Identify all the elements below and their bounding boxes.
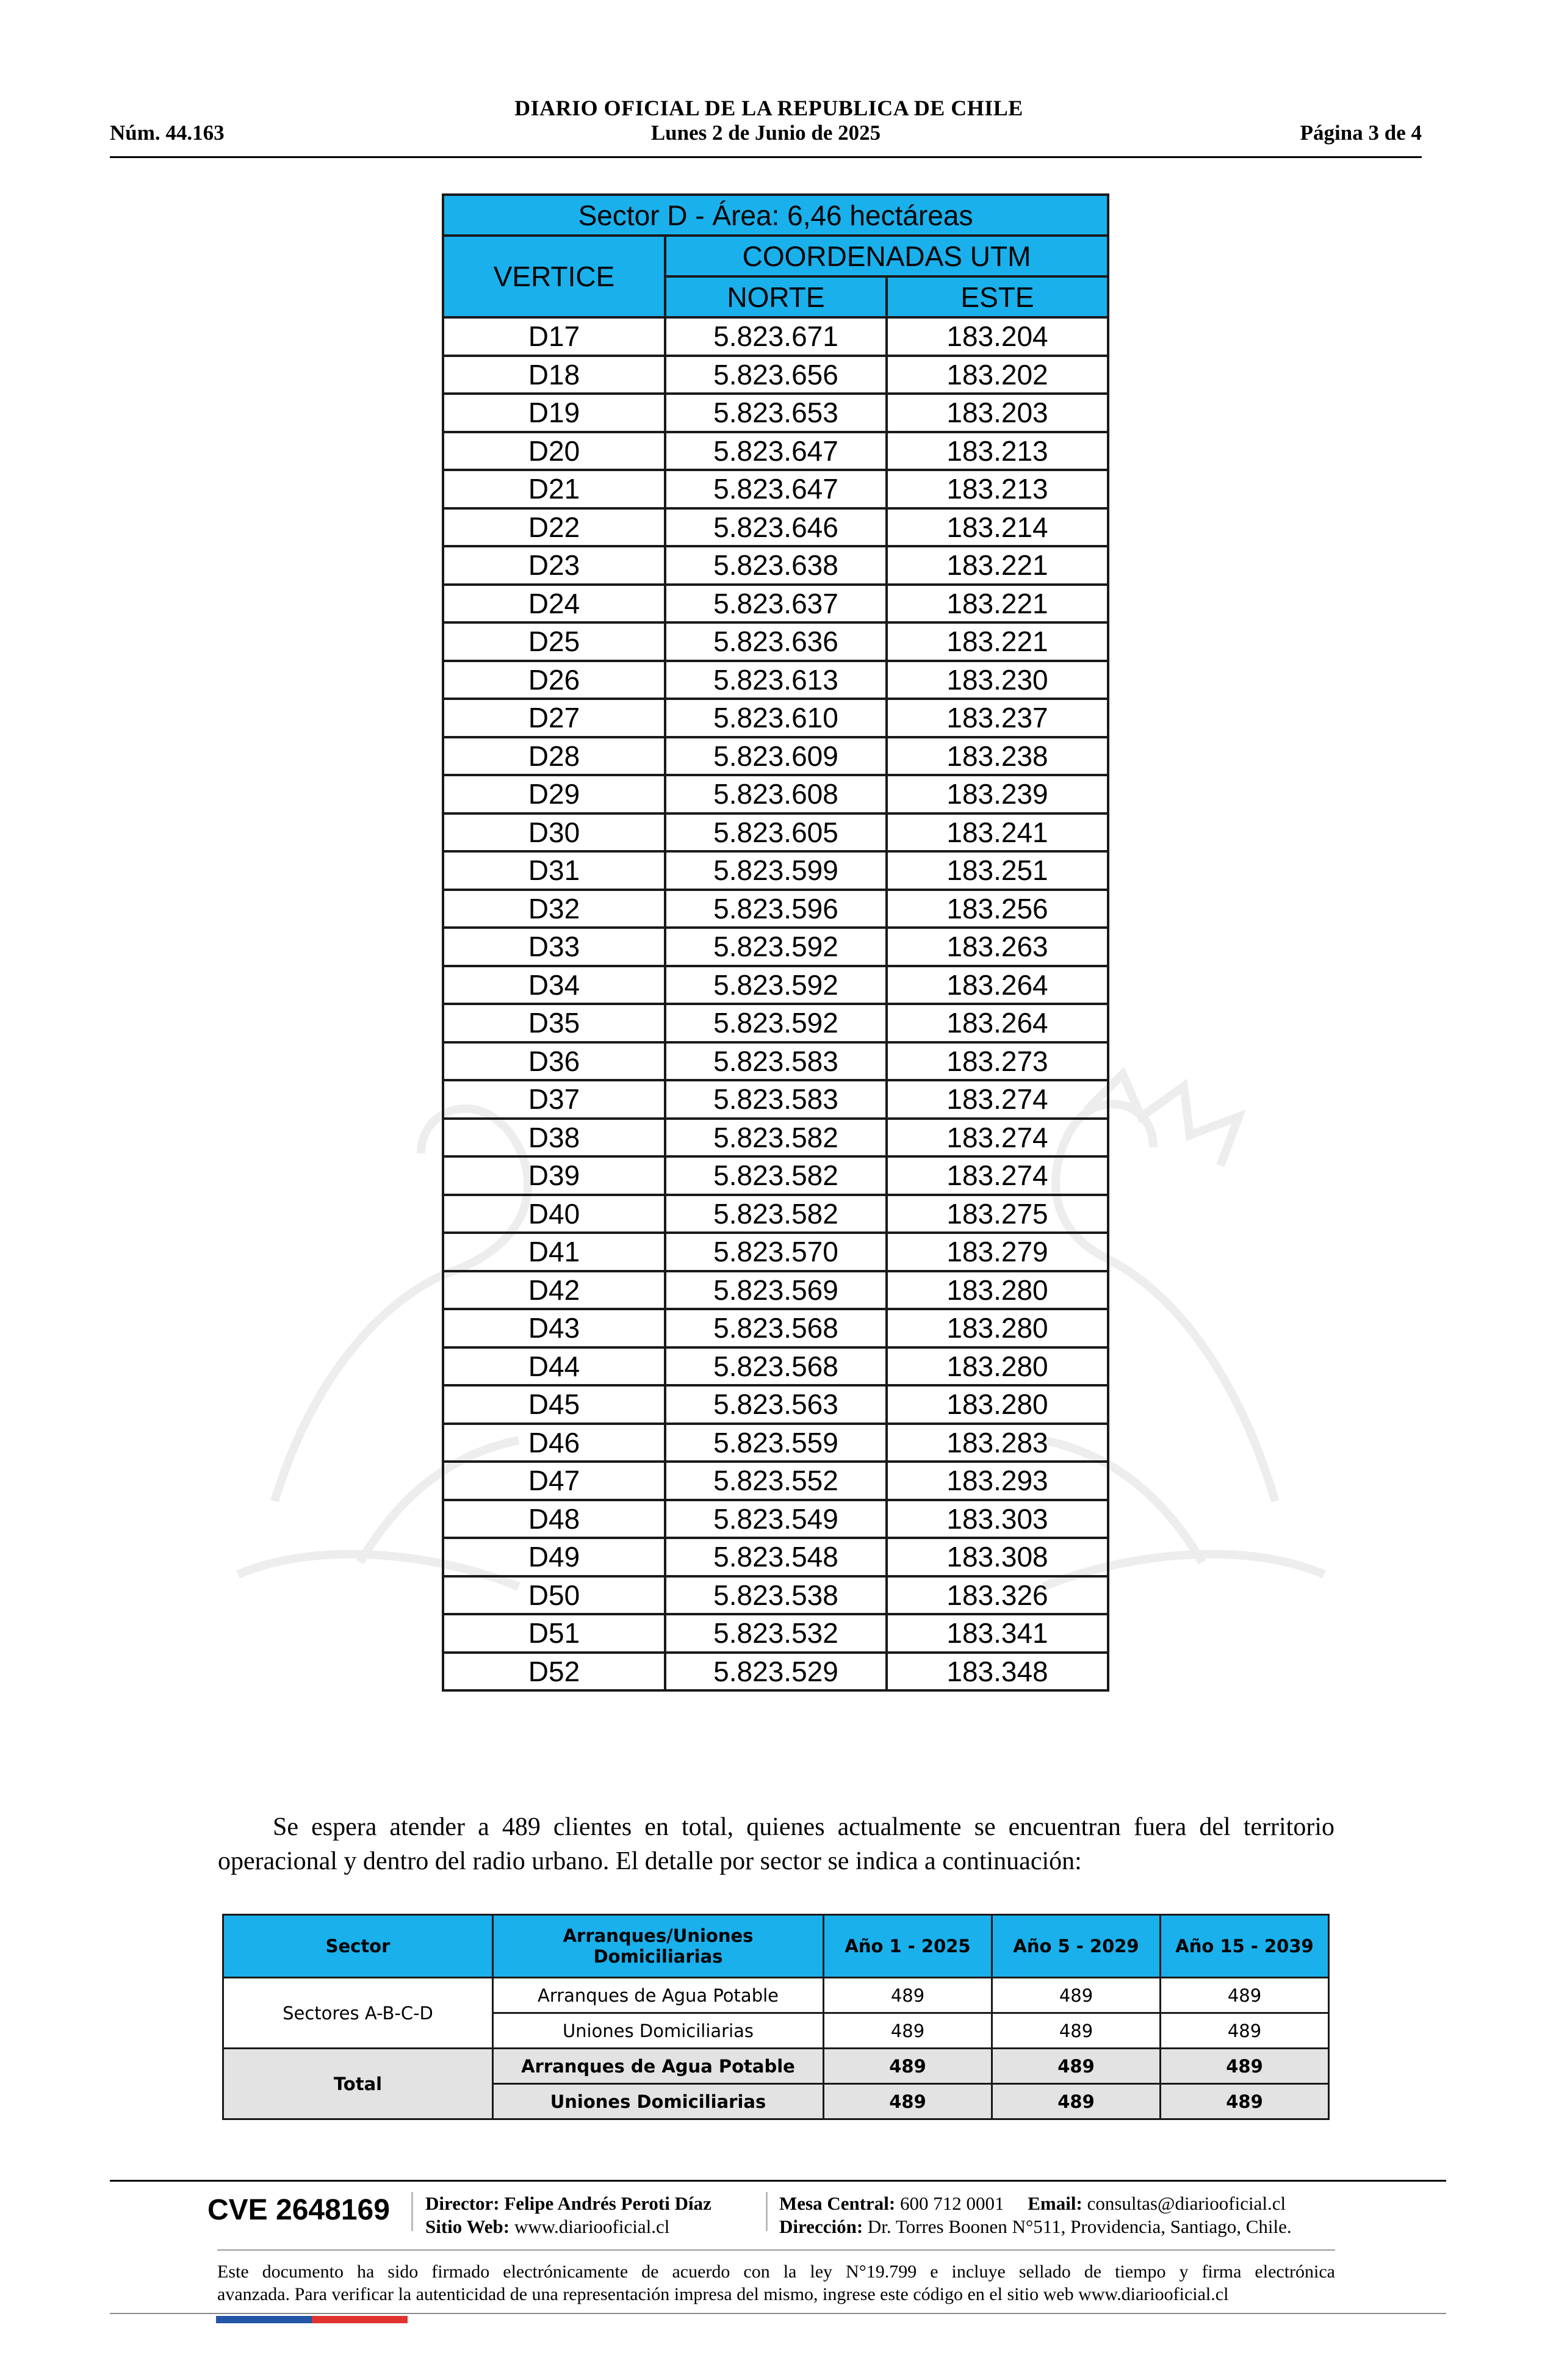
table-row	[443, 1080, 1108, 1119]
vertex-cell: D40	[443, 1195, 665, 1233]
table-row	[443, 737, 1108, 776]
vertex-cell: D36	[443, 1042, 665, 1081]
norte-cell: 5.823.671	[665, 317, 887, 356]
vertex-cell: D21	[443, 470, 665, 508]
este-cell: 183.251	[887, 851, 1108, 890]
norte-cell: 5.823.653	[665, 394, 887, 432]
vertex-cell: D43	[443, 1309, 665, 1347]
year-15-value: 489	[1161, 2049, 1329, 2084]
norte-cell: 5.823.582	[665, 1156, 887, 1195]
norte-cell: 5.823.568	[665, 1347, 887, 1386]
total-label-cell: Total	[223, 2049, 493, 2119]
issue-number: Núm. 44.163	[110, 121, 225, 145]
paragraph-text: Se espera atender a 489 clientes en total, quienes actualmente se encuentran fuera del territorio operacional y dentro del radio urbano. El detalle por sector se indica a continuación:	[218, 1813, 1334, 1875]
site-label: Sitio Web:	[425, 2216, 510, 2237]
table-row	[443, 1004, 1108, 1042]
este-cell: 183.214	[887, 508, 1108, 547]
este-header: ESTE	[887, 276, 1108, 317]
footer-divider-top	[110, 2180, 1446, 2182]
header-year-1: Año 1 - 2025	[824, 1915, 992, 1978]
vertex-cell: D28	[443, 737, 665, 776]
norte-cell: 5.823.569	[665, 1271, 887, 1310]
flag-blue-stripe	[216, 2316, 312, 2323]
mesa-phone: 600 712 0001	[900, 2193, 1004, 2214]
table-row	[443, 622, 1108, 661]
este-cell: 183.348	[887, 1653, 1108, 1691]
sector-d-coordinates-table	[442, 193, 1109, 1692]
year-5-value: 489	[992, 2049, 1161, 2084]
vertex-cell: D30	[443, 813, 665, 852]
footer-separator	[766, 2192, 768, 2231]
footer-contact-block	[779, 2192, 1292, 2238]
vertex-cell: D44	[443, 1347, 665, 1386]
footer-director-block	[425, 2192, 711, 2238]
norte-header: NORTE	[665, 276, 887, 317]
vertex-cell: D26	[443, 661, 665, 699]
issue-date: Lunes 2 de Junio de 2025	[650, 121, 881, 145]
address-text: Dr. Torres Boonen N°511, Providencia, Santiago, Chile.	[867, 2216, 1292, 2237]
norte-cell: 5.823.582	[665, 1195, 887, 1233]
year-15-value: 489	[1161, 2084, 1329, 2119]
este-cell: 183.341	[887, 1614, 1108, 1653]
header-row	[110, 121, 1422, 151]
header-sector: Sector	[223, 1915, 493, 1978]
este-cell: 183.274	[887, 1119, 1108, 1157]
footer-separator	[411, 2192, 413, 2231]
norte-cell: 5.823.548	[665, 1538, 887, 1576]
norte-cell: 5.823.549	[665, 1500, 887, 1538]
director-label: Director:	[425, 2193, 500, 2214]
table-row	[443, 1156, 1108, 1195]
table-row	[443, 470, 1108, 508]
header-divider	[110, 156, 1422, 158]
table-row	[443, 546, 1108, 585]
norte-cell: 5.823.636	[665, 622, 887, 661]
este-cell: 183.238	[887, 737, 1108, 776]
norte-cell: 5.823.609	[665, 737, 887, 776]
norte-cell: 5.823.592	[665, 928, 887, 966]
vertex-cell: D22	[443, 508, 665, 547]
header-year-5: Año 5 - 2029	[992, 1915, 1161, 1978]
table-row	[443, 699, 1108, 737]
norte-cell: 5.823.568	[665, 1309, 887, 1347]
norte-cell: 5.823.559	[665, 1424, 887, 1462]
vertex-cell: D18	[443, 356, 665, 394]
table-row	[443, 1462, 1108, 1500]
vertice-header: VERTICE	[443, 236, 665, 317]
norte-cell: 5.823.605	[665, 813, 887, 852]
flag-red-stripe	[312, 2316, 408, 2323]
table-row	[443, 356, 1108, 394]
table-row	[443, 1614, 1108, 1653]
norte-cell: 5.823.592	[665, 966, 887, 1004]
email-label: Email:	[1028, 2193, 1082, 2214]
este-cell: 183.203	[887, 394, 1108, 432]
vertex-cell: D52	[443, 1653, 665, 1691]
este-cell: 183.256	[887, 890, 1108, 928]
vertex-cell: D51	[443, 1614, 665, 1653]
table-row	[443, 1500, 1108, 1538]
este-cell: 183.264	[887, 1004, 1108, 1042]
norte-cell: 5.823.592	[665, 1004, 887, 1042]
vertex-cell: D37	[443, 1080, 665, 1119]
header-connections	[493, 1915, 824, 1978]
vertex-cell: D25	[443, 622, 665, 661]
site-link[interactable]: www.diariooficial.cl	[514, 2216, 670, 2237]
norte-cell: 5.823.538	[665, 1576, 887, 1615]
year-1-value: 489	[824, 2013, 992, 2049]
table-row	[443, 432, 1108, 471]
table-row	[443, 813, 1108, 852]
vertex-cell: D38	[443, 1119, 665, 1157]
vertex-cell: D50	[443, 1576, 665, 1615]
table-row	[443, 1576, 1108, 1615]
vertex-cell: D39	[443, 1156, 665, 1195]
table-row	[443, 585, 1108, 623]
este-cell: 183.283	[887, 1424, 1108, 1462]
vertex-cell: D23	[443, 546, 665, 585]
vertex-cell: D42	[443, 1271, 665, 1310]
vertex-cell: D47	[443, 1462, 665, 1500]
vertex-cell: D24	[443, 585, 665, 623]
table-row	[443, 1385, 1108, 1424]
este-cell: 183.293	[887, 1462, 1108, 1500]
year-1-value: 489	[824, 2084, 992, 2119]
table-row	[443, 1653, 1108, 1691]
year-15-value: 489	[1161, 2013, 1329, 2049]
table-row	[443, 394, 1108, 432]
norte-cell: 5.823.608	[665, 775, 887, 813]
vertex-cell: D19	[443, 394, 665, 432]
vertex-cell: D46	[443, 1424, 665, 1462]
table-row	[443, 966, 1108, 1004]
vertex-cell: D17	[443, 317, 665, 356]
legal-line-2: avanzada. Para verificar la autenticidad de una representación impresa del mismo, ingrese este código en el sitio web www.diariooficial.cl	[217, 2284, 1229, 2304]
connection-type-cell: Arranques de Agua Potable	[493, 1978, 824, 2013]
este-cell: 183.221	[887, 585, 1108, 623]
este-cell: 183.239	[887, 775, 1108, 813]
norte-cell: 5.823.647	[665, 432, 887, 471]
este-cell: 183.275	[887, 1195, 1108, 1233]
este-cell: 183.264	[887, 966, 1108, 1004]
year-5-value: 489	[992, 2013, 1161, 2049]
director-name: Felipe Andrés Peroti Díaz	[504, 2193, 711, 2214]
norte-cell: 5.823.563	[665, 1385, 887, 1424]
year-5-value: 489	[992, 2084, 1161, 2119]
connection-type-cell: Arranques de Agua Potable	[493, 2049, 824, 2084]
este-cell: 183.280	[887, 1347, 1108, 1386]
table-row	[443, 317, 1108, 356]
norte-cell: 5.823.647	[665, 470, 887, 508]
vertex-cell: D27	[443, 699, 665, 737]
vertex-cell: D32	[443, 890, 665, 928]
vertex-cell: D45	[443, 1385, 665, 1424]
norte-cell: 5.823.599	[665, 851, 887, 890]
table-row	[443, 661, 1108, 699]
table-row	[443, 1424, 1108, 1462]
table-row	[443, 1271, 1108, 1310]
este-cell: 183.280	[887, 1385, 1108, 1424]
norte-cell: 5.823.582	[665, 1119, 887, 1157]
table-row	[443, 1347, 1108, 1386]
total-row	[223, 2049, 1329, 2084]
table-row	[443, 1233, 1108, 1271]
legal-notice	[217, 2260, 1335, 2306]
table-row	[223, 1978, 1329, 2013]
norte-cell: 5.823.656	[665, 356, 887, 394]
year-5-value: 489	[992, 1978, 1161, 2013]
vertex-cell: D48	[443, 1500, 665, 1538]
este-cell: 183.274	[887, 1156, 1108, 1195]
norte-cell: 5.823.583	[665, 1080, 887, 1119]
este-cell: 183.273	[887, 1042, 1108, 1081]
flag-stripe	[216, 2316, 408, 2323]
footer-divider-mid	[217, 2249, 1335, 2251]
body-paragraph	[218, 1810, 1334, 1878]
este-cell: 183.303	[887, 1500, 1108, 1538]
este-cell: 183.221	[887, 546, 1108, 585]
table-row	[443, 1309, 1108, 1347]
vertex-cell: D49	[443, 1538, 665, 1576]
este-cell: 183.221	[887, 622, 1108, 661]
este-cell: 183.204	[887, 317, 1108, 356]
este-cell: 183.279	[887, 1233, 1108, 1271]
connection-type-cell: Uniones Domiciliarias	[493, 2084, 824, 2119]
sector-name-cell: Sectores A-B-C-D	[223, 1978, 493, 2049]
vertex-cell: D41	[443, 1233, 665, 1271]
header-connections-label: Arranques/Uniones Domiciliarias	[563, 1925, 754, 1967]
norte-cell: 5.823.570	[665, 1233, 887, 1271]
vertex-cell: D34	[443, 966, 665, 1004]
table-row	[443, 1195, 1108, 1233]
norte-cell: 5.823.552	[665, 1462, 887, 1500]
cve-code: CVE 2648169	[207, 2194, 390, 2226]
este-cell: 183.274	[887, 1080, 1108, 1119]
coordinates-header: COORDENADAS UTM	[665, 236, 1108, 276]
vertex-cell: D29	[443, 775, 665, 813]
vertex-cell: D31	[443, 851, 665, 890]
page-indicator: Página 3 de 4	[1300, 121, 1422, 145]
este-cell: 183.237	[887, 699, 1108, 737]
este-cell: 183.280	[887, 1309, 1108, 1347]
table-row	[443, 890, 1108, 928]
vertex-cell: D35	[443, 1004, 665, 1042]
este-cell: 183.241	[887, 813, 1108, 852]
sector-table-title: Sector D - Área: 6,46 hectáreas	[443, 195, 1108, 236]
este-cell: 183.230	[887, 661, 1108, 699]
norte-cell: 5.823.638	[665, 546, 887, 585]
norte-cell: 5.823.637	[665, 585, 887, 623]
este-cell: 183.280	[887, 1271, 1108, 1310]
este-cell: 183.308	[887, 1538, 1108, 1576]
este-cell: 183.213	[887, 432, 1108, 471]
sector-table-body	[443, 317, 1108, 1690]
norte-cell: 5.823.610	[665, 699, 887, 737]
norte-cell: 5.823.529	[665, 1653, 887, 1691]
este-cell: 183.213	[887, 470, 1108, 508]
este-cell: 183.263	[887, 928, 1108, 966]
table-row	[443, 928, 1108, 966]
norte-cell: 5.823.583	[665, 1042, 887, 1081]
table-row	[443, 1119, 1108, 1157]
table-row	[443, 1538, 1108, 1576]
este-cell: 183.202	[887, 356, 1108, 394]
table-row	[443, 775, 1108, 813]
email-link[interactable]: consultas@diariooficial.cl	[1087, 2193, 1286, 2214]
norte-cell: 5.823.646	[665, 508, 887, 547]
connection-type-cell: Uniones Domiciliarias	[493, 2013, 824, 2049]
este-cell: 183.326	[887, 1576, 1108, 1615]
vertex-cell: D33	[443, 928, 665, 966]
mesa-label: Mesa Central:	[779, 2193, 896, 2214]
year-1-value: 489	[824, 1978, 992, 2013]
table-row	[443, 1042, 1108, 1081]
norte-cell: 5.823.532	[665, 1614, 887, 1653]
footer-divider-bottom	[110, 2313, 1446, 2314]
vertex-cell: D20	[443, 432, 665, 471]
table-row	[443, 851, 1108, 890]
legal-line-1: Este documento ha sido firmado electrónicamente de acuerdo con la ley N°19.799 e incluye sellado de tiempo y firma electrónica	[217, 2262, 1335, 2282]
clients-by-sector-table	[222, 1914, 1330, 2120]
table-row	[443, 508, 1108, 547]
norte-cell: 5.823.613	[665, 661, 887, 699]
header-year-15: Año 15 - 2039	[1161, 1915, 1329, 1978]
newspaper-title: DIARIO OFICIAL DE LA REPUBLICA DE CHILE	[514, 96, 1023, 120]
year-1-value: 489	[824, 2049, 992, 2084]
norte-cell: 5.823.596	[665, 890, 887, 928]
year-15-value: 489	[1161, 1978, 1329, 2013]
address-label: Dirección:	[779, 2216, 863, 2237]
